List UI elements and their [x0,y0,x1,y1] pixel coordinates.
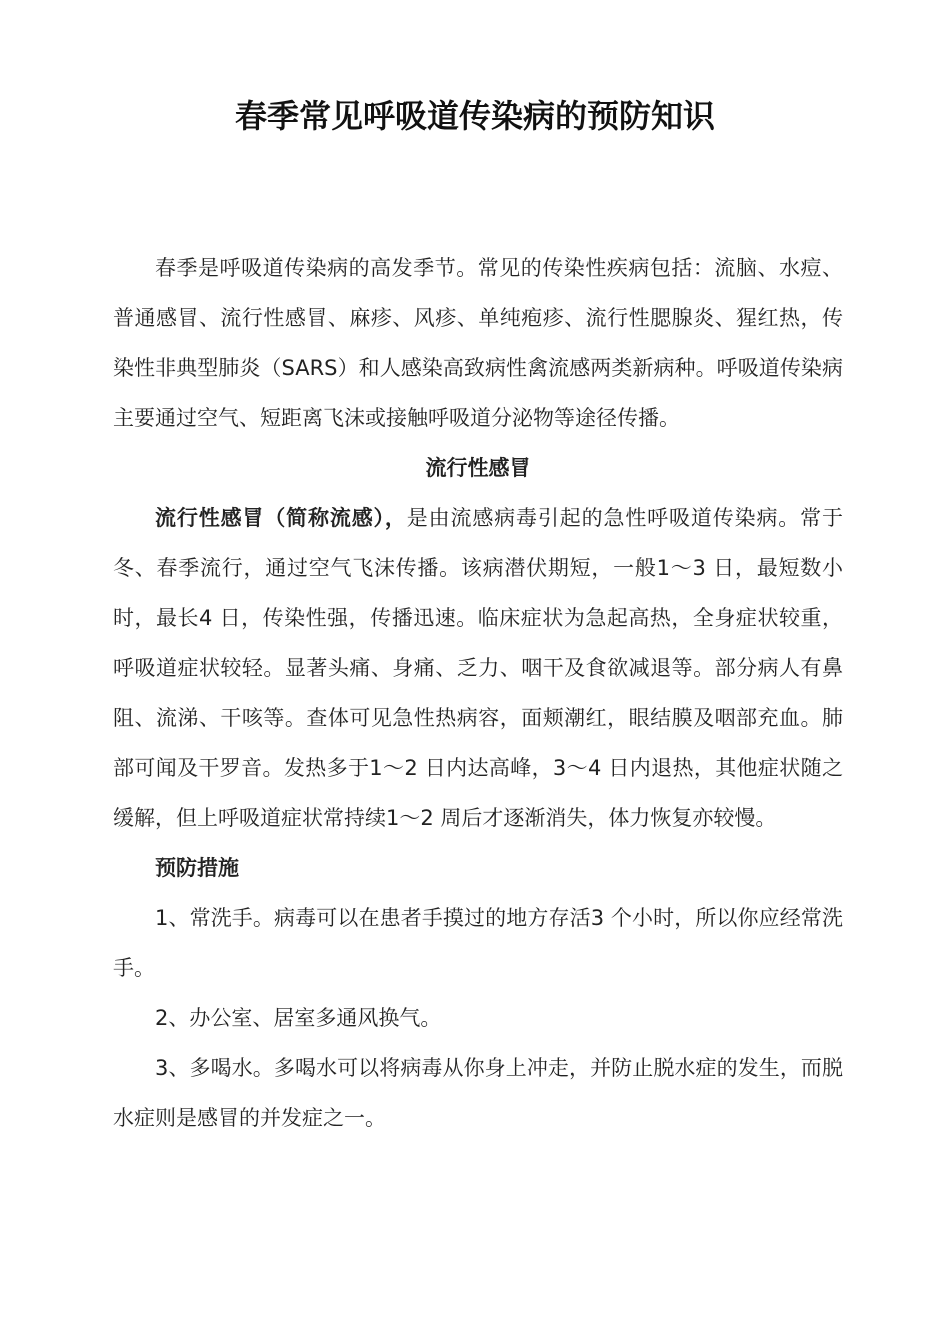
measure-item: 3、多喝水。多喝水可以将病毒从你身上冲走，并防止脱水症的发生，而脱水症则是感冒的并发症之一。 [113,1056,843,1130]
flu-term: 流行性感冒（简称流感）， [155,506,407,530]
flu-paragraph [113,493,843,843]
intro-paragraph: 春季是呼吸道传染病的高发季节。常见的传染性疾病包括：流脑、水痘、普通感冒、流行性感冒、麻疹、风疹、单纯疱疹、流行性腮腺炎、猩红热，传染性非典型肺炎（SARS）和人感染高致病性禽流感两类新病种。呼吸道传染病主要通过空气、短距离飞沫或接触呼吸道分泌物等途径传播。 [113,256,843,430]
prevention-heading: 预防措施 [155,856,239,880]
document-body [113,243,843,1143]
flu-description: 是由流感病毒引起的急性呼吸道传染病。常于冬、春季流行，通过空气飞沫传播。该病潜伏期短，一般1～3 日，最短数小时，最长4 日，传染性强，传播迅速。临床症状为急起高热，全身症状较重，呼吸道症状较轻。显著头痛、身痛、乏力、咽干及食欲减退等。部分病人有鼻阻、流涕、干咳等。查体可见急性热病容，面颊潮红，眼结膜及咽部充血。肺部可闻及干罗音。发热多于1～2 日内达高峰，3～4 日内退热，其他症状随之缓解，但上呼吸道症状常持续1～2 周后才逐渐消失，体力恢复亦较慢。 [113,506,844,830]
section-heading-flu: 流行性感冒 [425,456,531,480]
measure-item: 2、办公室、居室多通风换气。 [155,1006,442,1030]
document-title: 春季常见呼吸道传染病的预防知识 [234,97,715,135]
measure-item: 1、常洗手。病毒可以在患者手摸过的地方存活3 个小时，所以你应经常洗手。 [113,906,843,980]
